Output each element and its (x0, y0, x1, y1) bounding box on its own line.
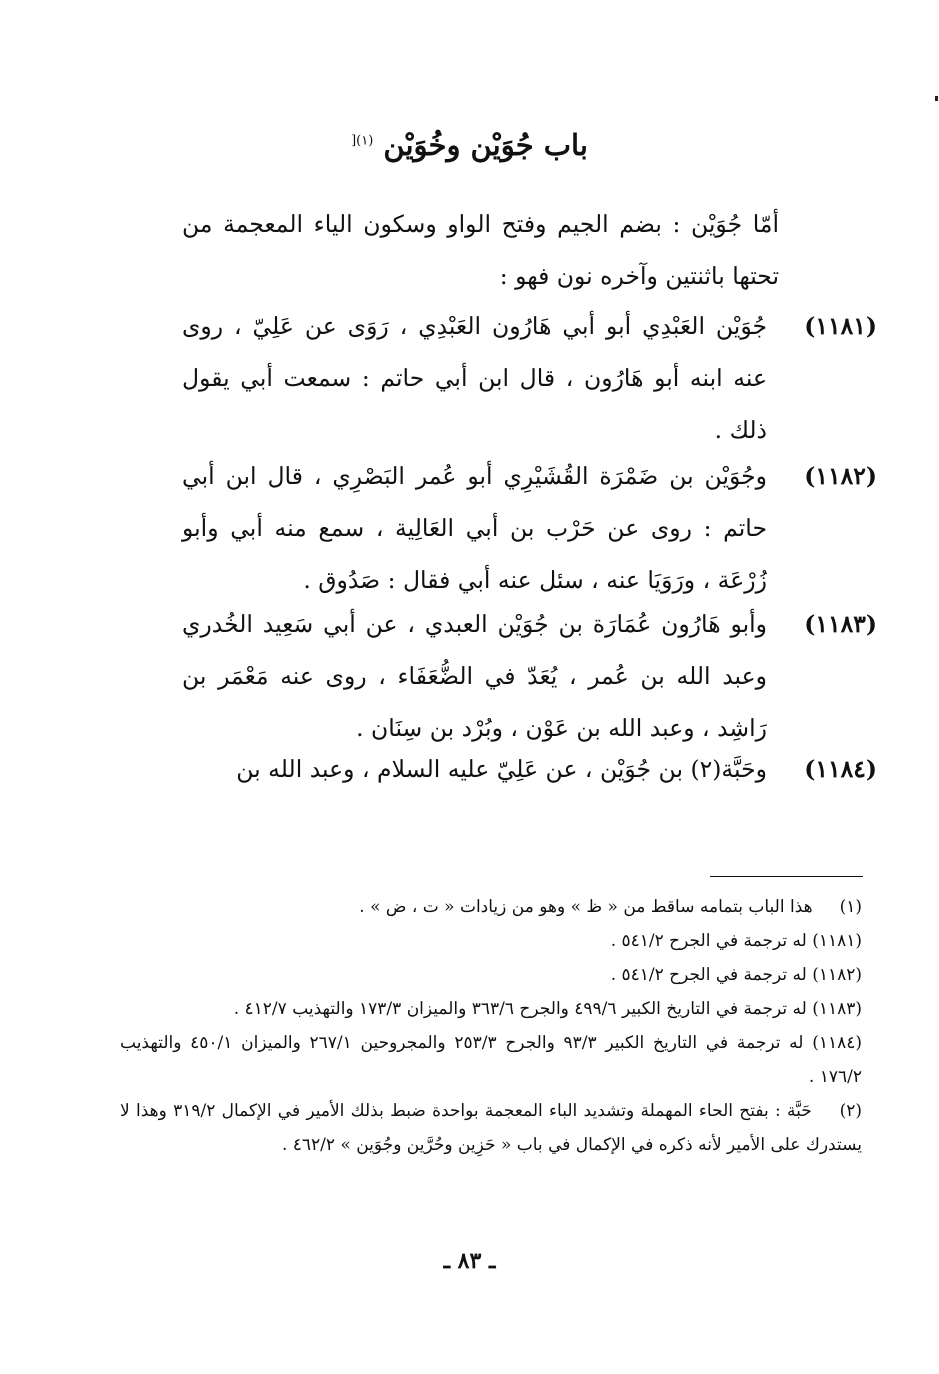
footnote-ref: (١١٨٢) (812, 965, 862, 985)
entry-text: وجُوَيْن بن ضَمْرَة القُشَيْرِي أبو عُمر البَصْرِي ، قال ابن أبي حاتم : روى عن حَرْب بن أبي العَالِية ، سمع منه أبي وأبو زُرْعَة ، ورَوَيَا عنه ، سئل عنه أبي فقال : صَدُوق . (182, 462, 767, 594)
entry-text: وأبو هَارُون عُمَارَة بن جُوَيْن العبدي ، عن أبي سَعِيد الخُدري وعبد الله بن عُمر ، يُعَدّ في الضُّعَفَاء ، روى عنه مَعْمَر بن رَاشِد ، وعبد الله بن عَوْن ، وبُرْد بن سِنَان . (182, 610, 767, 742)
footnotes (120, 890, 862, 1162)
footnote-1 (120, 890, 862, 924)
entry-text: جُوَيْن العَبْدِي أبو أبي هَارُون العَبْدِي ، رَوَى عن عَلِيّ ، روى عنه ابنه أبو هَارُون ، قال ابن أبي حاتم : سمعت أبي يقول ذلك . (182, 312, 767, 444)
entry-1181 (182, 300, 877, 456)
footnote-1182 (120, 958, 862, 992)
footnote-ref: (٢) (839, 1101, 862, 1121)
footnote-ref: (١١٨١) (812, 931, 862, 951)
footnote-1183 (120, 992, 862, 1026)
entry-number: (١١٨٣) (804, 610, 877, 638)
entry-1183 (182, 598, 877, 754)
entry-number: (١١٨١) (804, 312, 877, 340)
footnote-text: له ترجمة في الجرح ٥٤١/٢ . (610, 931, 807, 951)
entry-text: وحَبَّة(٢) بن جُوَيْن ، عن عَلِيّ عليه السلام ، وعبد الله بن (236, 755, 767, 783)
intro-paragraph: أمّا جُوَيْن : بضم الجيم وفتح الواو وسكون الياء المعجمة من تحتها باثنتين وآخره نون فهو : (182, 210, 779, 290)
footnote-separator (710, 876, 863, 877)
footnote-ref: (١١٨٣) (812, 999, 862, 1019)
entry-1184 (182, 743, 877, 795)
footnote-text: له ترجمة في التاريخ الكبير ٩٣/٣ والجرح ٢٥٣/٣ والمجروحين ٢٦٧/١ والميزان ٤٥٠/١ والتهذيب ١٧٦/٢ . (120, 1033, 862, 1087)
chapter-title-text: باب جُوَيْن وخُوَيْن (383, 128, 588, 162)
page-number: ـ ٨٣ ـ (443, 1248, 496, 1274)
footnote-ref: (١) (839, 897, 862, 917)
footnote-text: هذا الباب بتمامه ساقط من « ظ » وهو من زيادات « ت ، ض » . (359, 897, 813, 917)
footnote-text: حَبَّة : بفتح الحاء المهملة وتشديد الباء المعجمة بواحدة ضبط بذلك الأمير في الإكمال ٣١٩/٢ وهذا لا يستدرك على الأمير لأنه ذكره في الإكمال في باب « حَزِين وحُرَّين وجُوَين » ٤٦٢/٢ . (120, 1101, 862, 1155)
entry-number: (١١٨٤) (804, 755, 877, 783)
entry-1182 (182, 450, 877, 606)
chapter-title (0, 128, 939, 162)
footnote-1184 (120, 1026, 862, 1094)
entry-number: (١١٨٢) (804, 462, 877, 490)
footnote-text: له ترجمة في الجرح ٥٤١/٢ . (610, 965, 807, 985)
footnote-1181 (120, 924, 862, 958)
footnote-ref: (١١٨٤) (812, 1033, 863, 1053)
scan-speck (935, 96, 938, 101)
footnote-text: له ترجمة في التاريخ الكبير ٤٩٩/٦ والجرح ٣٦٣/٦ والميزان ١٧٣/٣ والتهذيب ٤١٢/٧ . (233, 999, 807, 1019)
footnote-2 (120, 1094, 862, 1162)
title-footnote-ref: (١)[ (351, 133, 374, 149)
